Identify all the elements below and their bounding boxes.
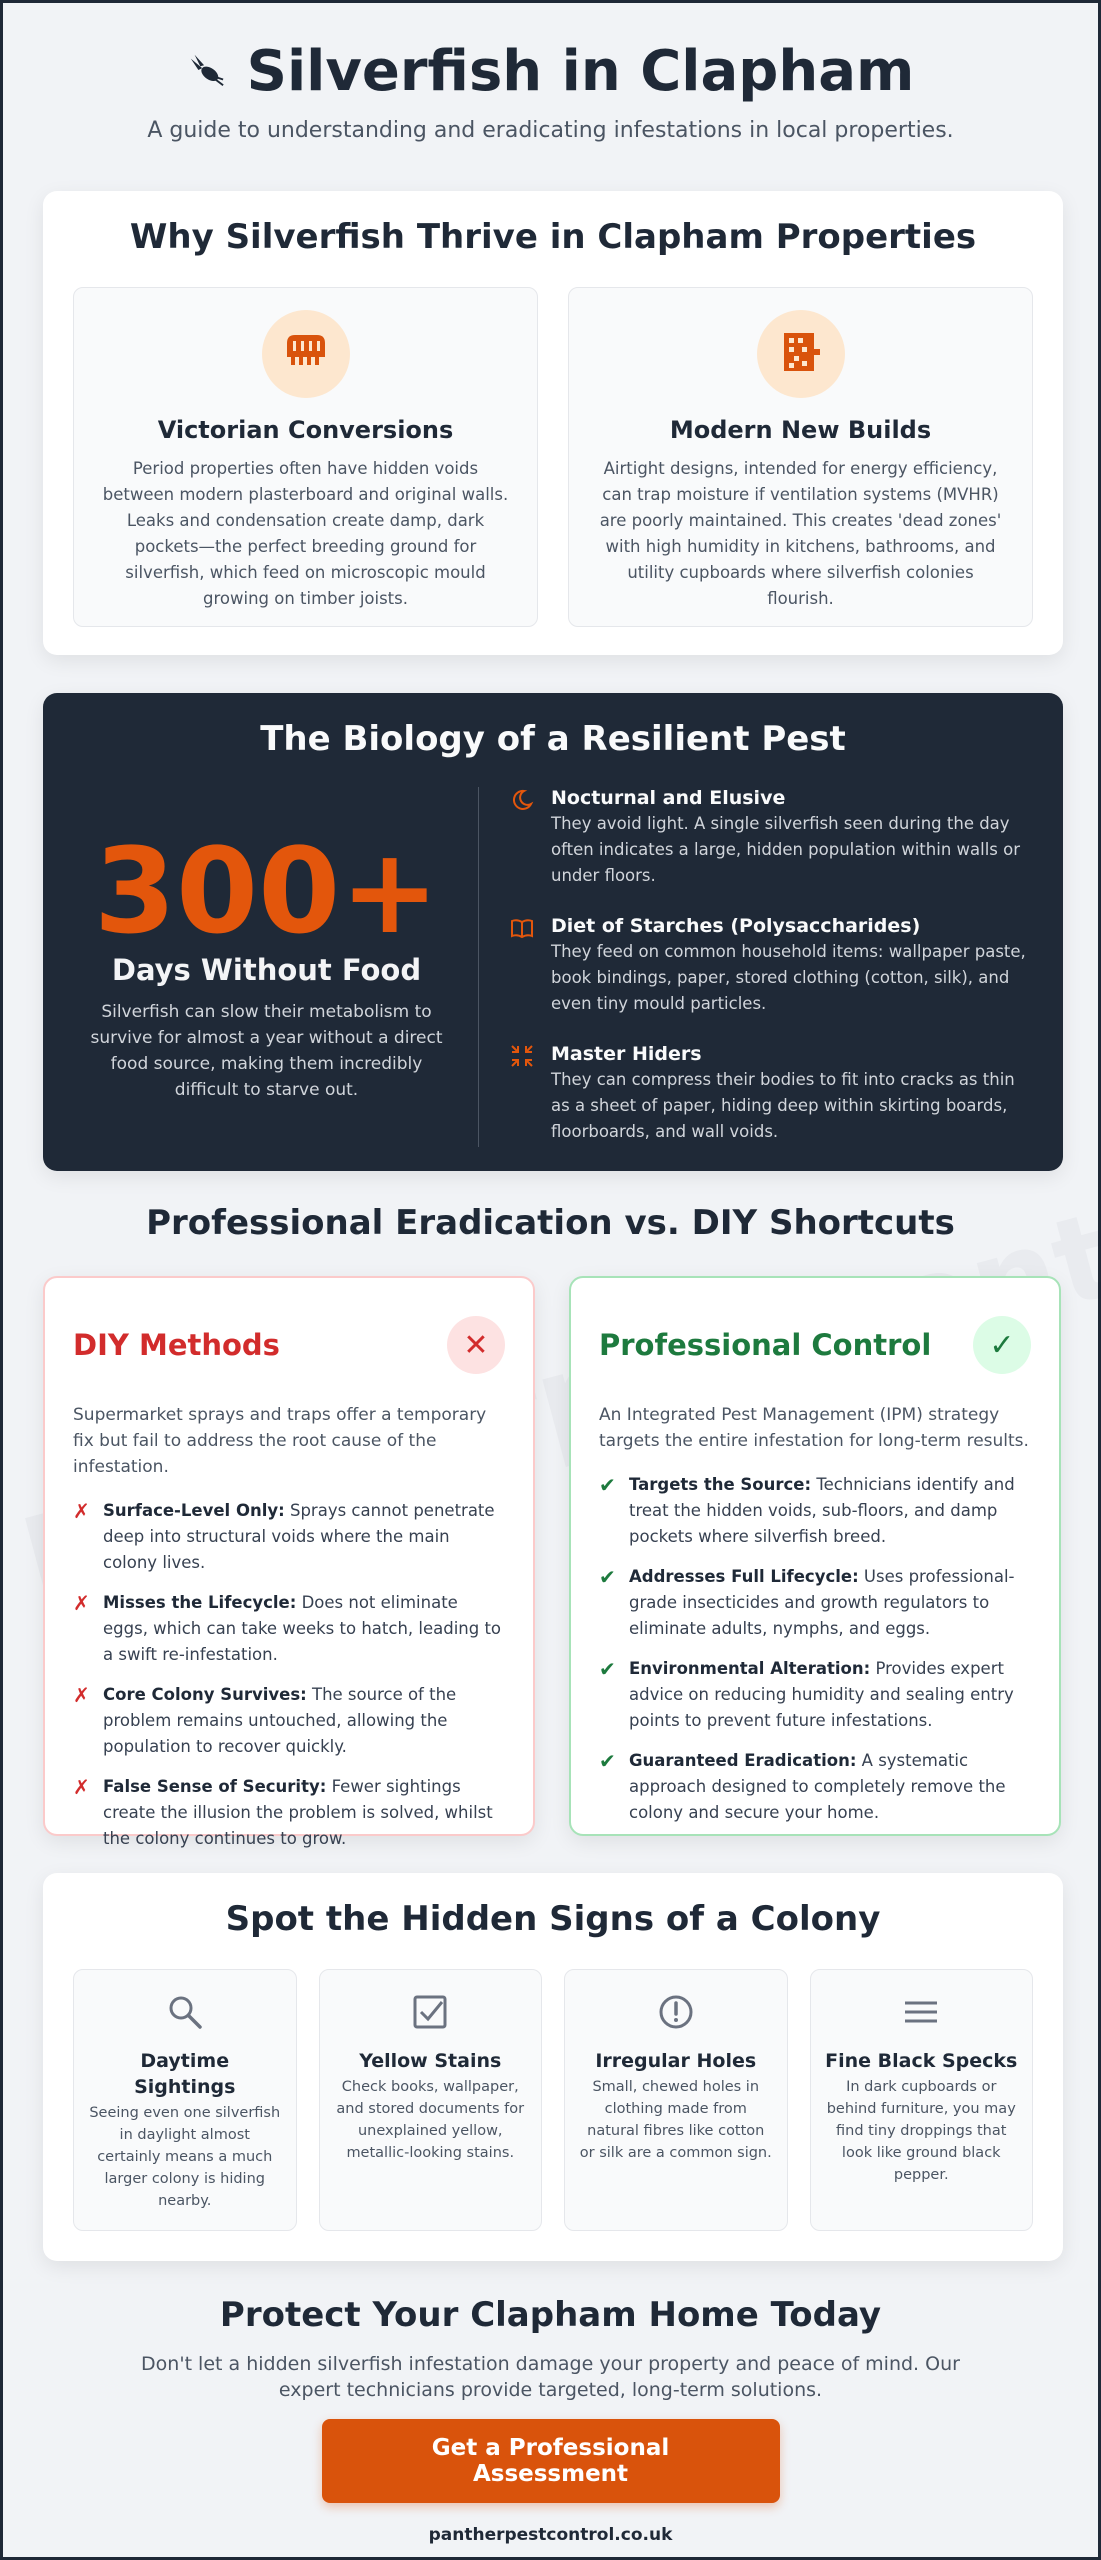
stat-label: Days Without Food: [111, 953, 422, 987]
why-card-victorian: [73, 287, 538, 627]
book-icon: [509, 915, 535, 1017]
page-title: Silverfish in Clapham: [246, 39, 915, 104]
list-item-bold: Core Colony Survives:: [103, 1685, 307, 1704]
list-item-text: [103, 1498, 505, 1576]
comparison-title: Professional Eradication vs. DIY Shortcuts: [146, 1203, 955, 1243]
list-item-bold: Guaranteed Eradication:: [629, 1751, 857, 1770]
sign-text: Seeing even one silverfish in daylight almost certainly means a much larger colony is hiding nearby.: [89, 2105, 281, 2209]
biology-section: [43, 693, 1063, 1171]
sign-card: [810, 1969, 1034, 2231]
sign-card: [73, 1969, 297, 2231]
page-subtitle: A guide to understanding and eradicating infestations in local properties.: [147, 118, 954, 143]
pro-header: [599, 1316, 1031, 1374]
site-url: pantherpestcontrol.co.uk: [428, 2525, 673, 2545]
list-item: [73, 1774, 505, 1852]
sign-title: Yellow Stains: [359, 2050, 502, 2072]
cross-icon: ✗: [73, 1775, 90, 1799]
icon-circle: [757, 310, 845, 398]
fact-item: [509, 787, 1027, 889]
list-item: [599, 1564, 1031, 1642]
biology-title: The Biology of a Resilient Pest: [260, 719, 846, 759]
biology-facts: [479, 787, 1027, 1147]
check-mark-icon: ✔: [599, 1657, 616, 1681]
close-icon: ✕: [447, 1316, 505, 1374]
sign-text: Check books, wallpaper, and stored documents for unexplained yellow, metallic-looking stains.: [336, 2079, 525, 2161]
sign-title: Fine Black Specks: [825, 2050, 1018, 2072]
pro-title: Professional Control: [599, 1328, 932, 1362]
moon-icon: [509, 787, 535, 889]
diy-title: DIY Methods: [73, 1328, 280, 1362]
list-item-text: [103, 1590, 505, 1668]
list-item-text: [103, 1682, 505, 1760]
biology-stat: [79, 787, 479, 1147]
fact-title: Diet of Starches (Polysaccharides): [551, 915, 921, 937]
why-card-title: Modern New Builds: [669, 416, 932, 444]
list-item-text: [629, 1748, 1031, 1826]
alert-icon: [656, 2017, 696, 2036]
list-item: [599, 1472, 1031, 1550]
list-item-text: [629, 1472, 1031, 1550]
why-grid: [73, 287, 1033, 627]
fact-item: [509, 915, 1027, 1017]
building-icon: [281, 327, 331, 381]
sign-card: [319, 1969, 543, 2231]
list-item: [73, 1590, 505, 1668]
stat-text: Silverfish can slow their metabolism to survive for almost a year without a direct food source, making them incredibly difficult to starve out.: [90, 1002, 443, 1100]
fact-title: Master Hiders: [551, 1043, 702, 1065]
fact-text: They avoid light. A single silverfish seen during the day often indicates a large, hidden population within walls or under floors.: [551, 814, 1021, 885]
list-item: [599, 1748, 1031, 1826]
check-mark-icon: ✔: [599, 1749, 616, 1773]
icon-circle: [262, 310, 350, 398]
title-row: [3, 39, 1098, 104]
signs-grid: [73, 1969, 1033, 2231]
cross-icon: ✗: [73, 1683, 90, 1707]
compress-icon: [509, 1043, 535, 1145]
checkbox-icon: [410, 2017, 450, 2036]
list-item-desc: A systematic approach designed to completely remove the colony and secure your home.: [629, 1751, 1006, 1822]
list-item-desc: Does not eliminate eggs, which can take weeks to hatch, leading to a swift re-infestation.: [103, 1593, 502, 1664]
sign-title: Daytime Sightings: [134, 2050, 236, 2098]
fact-body: [551, 1043, 1027, 1145]
signs-section: [43, 1873, 1063, 2261]
list-item: [599, 1656, 1031, 1734]
why-card-text: Airtight designs, intended for energy efficiency, can trap moisture if ventilation systems (MVHR) are poorly maintained. This creates 'dead zones' with high humidity in kitchens, bathrooms, and utility cupboards where silverfish colonies flourish.: [599, 459, 1002, 608]
list-item: [73, 1498, 505, 1576]
sign-text: Small, chewed holes in clothing made from natural fibres like cotton or silk are a common sign.: [579, 2079, 772, 2161]
diy-intro: Supermarket sprays and traps offer a temporary fix but fail to address the root cause of the infestation.: [73, 1405, 487, 1477]
why-section: [43, 191, 1063, 655]
why-title: Why Silverfish Thrive in Clapham Properties: [129, 217, 977, 257]
list-item-desc: Technicians identify and treat the hidden voids, sub-floors, and damp pockets where silverfish breed.: [629, 1475, 1015, 1546]
diy-card: [43, 1276, 535, 1848]
signs-title: Spot the Hidden Signs of a Colony: [225, 1899, 881, 1939]
check-mark-icon: ✔: [599, 1473, 616, 1497]
fact-body: [551, 915, 1027, 1017]
diy-header: [73, 1316, 505, 1374]
list-item-desc: The source of the problem remains untouched, allowing the population to recover quickly.: [103, 1685, 457, 1756]
fact-title: Nocturnal and Elusive: [551, 787, 786, 809]
list-item-desc: Fewer sightings create the illusion the problem is solved, whilst the colony continues to grow.: [103, 1777, 493, 1848]
list-item-bold: False Sense of Security:: [103, 1777, 327, 1796]
list-item: [73, 1682, 505, 1760]
check-mark-icon: ✔: [599, 1565, 616, 1589]
list-item-desc: Uses professional-grade insecticides and growth regulators to eliminate adults, nymphs, and eggs.: [629, 1567, 1015, 1638]
list-item-desc: Provides expert advice on reducing humidity and sealing entry points to prevent future infestations.: [629, 1659, 1014, 1730]
check-icon: ✓: [973, 1316, 1031, 1374]
list-item-bold: Addresses Full Lifecycle:: [629, 1567, 859, 1586]
list-item-bold: Misses the Lifecycle:: [103, 1593, 297, 1612]
fact-text: They can compress their bodies to fit into cracks as thin as a sheet of paper, hiding deep within skirting boards, floorboards, and wall voids.: [551, 1070, 1015, 1141]
list-item-bold: Surface-Level Only:: [103, 1501, 285, 1520]
sign-card: [564, 1969, 788, 2231]
biology-grid: [79, 787, 1027, 1147]
cross-icon: ✗: [73, 1591, 90, 1615]
fact-body: [551, 787, 1027, 889]
pro-intro: An Integrated Pest Management (IPM) strategy targets the entire infestation for long-term results.: [599, 1405, 1029, 1451]
list-item-desc: Sprays cannot penetrate deep into structural voids where the main colony lives.: [103, 1501, 495, 1572]
why-card-modern: [568, 287, 1033, 627]
cta-title: Protect Your Clapham Home Today: [219, 2295, 882, 2335]
fact-item: [509, 1043, 1027, 1145]
sign-title: Irregular Holes: [595, 2050, 757, 2072]
list-item-bold: Targets the Source:: [629, 1475, 812, 1494]
fact-text: They feed on common household items: wallpaper paste, book bindings, paper, stored clothing (cotton, silk), and even tiny mould particles.: [551, 942, 1026, 1013]
assessment-button[interactable]: Get a Professional Assessment: [322, 2419, 780, 2503]
stat-number: 300+: [93, 822, 440, 960]
cross-icon: ✗: [73, 1499, 90, 1523]
cta-text: Don't let a hidden silverfish infestation damage your property and peace of mind. Our expert technicians provide targeted, long-term solutions.: [141, 2353, 960, 2401]
why-card-text: Period properties often have hidden voids between modern plasterboard and original walls. Leaks and condensation create damp, dark pockets—the perfect breeding ground for silverfish, which feed on microscopic mould growing on timber joists.: [102, 459, 509, 608]
page-header: [3, 3, 1098, 163]
search-icon: [165, 2017, 205, 2036]
pro-card: [569, 1276, 1061, 1836]
list-item-text: [629, 1656, 1031, 1734]
cta-section: [3, 2295, 1098, 2545]
modern-building-icon: [776, 327, 826, 381]
why-card-title: Victorian Conversions: [157, 416, 454, 444]
list-item-text: [103, 1774, 505, 1852]
silverfish-icon: [187, 51, 225, 93]
lines-icon: [901, 2017, 941, 2036]
list-item-bold: Environmental Alteration:: [629, 1659, 871, 1678]
sign-text: In dark cupboards or behind furniture, you may find tiny droppings that look like ground black pepper.: [826, 2079, 1016, 2183]
list-item-text: [629, 1564, 1031, 1642]
